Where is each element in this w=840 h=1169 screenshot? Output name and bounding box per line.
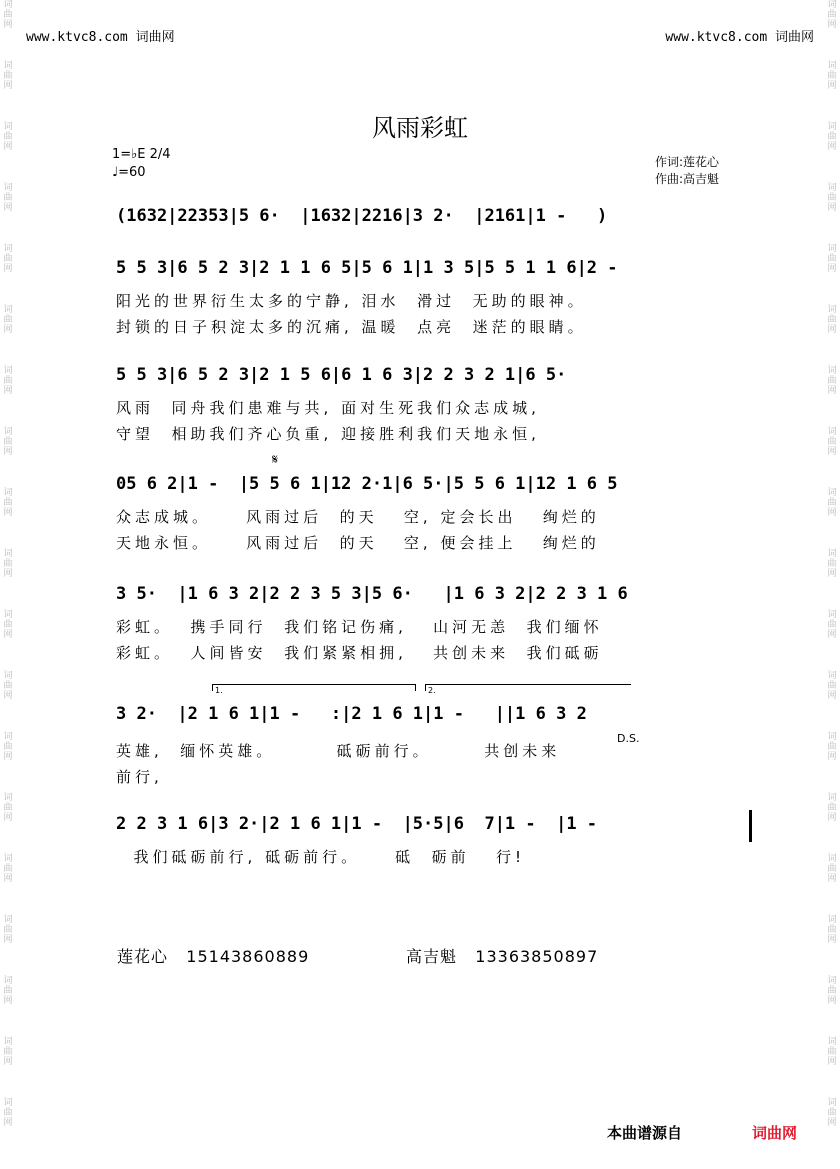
lyric-verse-2: 封锁的日子积淀太多的沉痛, 温暖 点亮 迷茫的眼睛。 — [116, 318, 587, 336]
watermark-text: 词 曲 网 — [3, 549, 13, 579]
watermark-text: 词 曲 网 — [827, 0, 837, 30]
lyric-verse-2: 守望 相助我们齐心负重, 迎接胜利我们天地永恒, — [116, 425, 540, 443]
key-signature — [112, 146, 171, 182]
volta-2-label: 2. — [428, 686, 436, 695]
lyric-verse-1: 阳光的世界衍生太多的宁静, 泪水 滑过 无助的眼神。 — [116, 292, 587, 310]
lyric-verse-2: 前行, — [116, 768, 163, 786]
watermark-text: 词 曲 网 — [827, 793, 837, 823]
contact-phone: 13363850897 — [475, 947, 599, 966]
watermark-text: 词 曲 网 — [827, 183, 837, 213]
left-watermark-strip — [2, 0, 14, 1169]
lyric-verse-1: 风雨 同舟我们患难与共, 面对生死我们众志成城, — [116, 399, 540, 417]
contact-name: 莲花心 — [117, 947, 169, 966]
right-watermark-strip — [826, 0, 838, 1169]
watermark-text: 词 曲 网 — [827, 854, 837, 884]
watermark-text: 词 曲 网 — [3, 488, 13, 518]
footer-source-label: 本曲谱源自 — [607, 1124, 683, 1142]
volta-1-label: 1. — [215, 686, 223, 695]
score-line-6 — [112, 810, 762, 870]
watermark-text: 词 曲 网 — [3, 427, 13, 457]
watermark-text: 词 曲 网 — [827, 427, 837, 457]
key-label: 1=♭E — [112, 147, 146, 162]
contact-lyricist — [117, 944, 309, 967]
lyric-verse-1: 彩虹。 携手同行 我们铭记伤痛, 山河无恙 我们缅怀 — [116, 618, 603, 636]
watermark-text: 词 曲 网 — [827, 1098, 837, 1128]
watermark-text: 词 曲 网 — [827, 488, 837, 518]
volta-1-bracket — [212, 684, 416, 695]
lyric-verse-2: 彩虹。 人间皆安 我们紧紧相拥, 共创未来 我们砥砺 — [116, 644, 603, 662]
lyric-verse-1: 英雄, 缅怀英雄。 砥砺前行。 共创未来 — [116, 742, 561, 760]
notes-row: 05 6 2|1 - |5 5 6 1|12 2·1|6 5·|5 5 6 1|12 1 6 5 — [116, 474, 618, 494]
header-site-left[interactable]: www.ktvc8.com 词曲网 — [26, 30, 175, 45]
watermark-text: 词 曲 网 — [827, 549, 837, 579]
watermark-text: 词 曲 网 — [827, 1037, 837, 1067]
header-site-right[interactable]: www.ktvc8.com 词曲网 — [665, 30, 814, 45]
time-signature: 2/4 — [149, 147, 171, 162]
score-line-2 — [112, 361, 762, 447]
watermark-text: 词 曲 网 — [3, 976, 13, 1006]
watermark-text: 词 曲 网 — [827, 732, 837, 762]
contact-composer — [406, 944, 598, 967]
score-line-1 — [112, 254, 762, 340]
watermark-text: 词 曲 网 — [3, 366, 13, 396]
score-line-4 — [112, 580, 762, 666]
lyric-verse-1: 我们砥砺前行, 砥砺前行。 砥 砺前 行! — [116, 848, 525, 866]
notes-row: (1632|22353|5 6· |1632|2216|3 2· |2161|1 - ) — [116, 206, 608, 226]
contact-phone: 15143860889 — [186, 947, 310, 966]
watermark-text: 词 曲 网 — [3, 305, 13, 335]
volta-2-bracket — [425, 684, 631, 695]
final-barline — [749, 810, 752, 842]
song-title: 风雨彩虹 — [372, 114, 468, 142]
watermark-text: 词 曲 网 — [3, 732, 13, 762]
notes-row: 2 2 3 1 6|3 2·|2 1 6 1|1 - |5·5|6 7|1 - |1 - — [116, 814, 598, 834]
lyric-verse-1: 众志成城。 风雨过后 的天 空, 定会长出 绚烂的 — [116, 508, 600, 526]
composer-credit: 作曲:高吉魁 — [655, 172, 720, 186]
watermark-text: 词 曲 网 — [3, 610, 13, 640]
watermark-text: 词 曲 网 — [827, 976, 837, 1006]
notes-row: 5 5 3|6 5 2 3|2 1 5 6|6 1 6 3|2 2 3 2 1|6 5· — [116, 365, 567, 385]
dal-segno-mark: D.S. — [617, 732, 640, 745]
watermark-text: 词 曲 网 — [3, 1037, 13, 1067]
watermark-text: 词 曲 网 — [827, 122, 837, 152]
lyric-verse-2: 天地永恒。 风雨过后 的天 空, 便会挂上 绚烂的 — [116, 534, 600, 552]
notes-row: 3 2· |2 1 6 1|1 - :|2 1 6 1|1 - ||1 6 3 2 — [116, 704, 587, 724]
watermark-text: 词 曲 网 — [827, 61, 837, 91]
watermark-text: 词 曲 网 — [3, 854, 13, 884]
tempo-marking: ♩=60 — [112, 165, 146, 180]
watermark-text: 词 曲 网 — [3, 183, 13, 213]
contact-name: 高吉魁 — [406, 947, 458, 966]
score-line-intro — [112, 202, 762, 236]
watermark-text: 词 曲 网 — [827, 915, 837, 945]
score-line-5 — [112, 700, 762, 790]
watermark-text: 词 曲 网 — [3, 671, 13, 701]
watermark-text: 词 曲 网 — [3, 793, 13, 823]
watermark-text: 词 曲 网 — [3, 0, 13, 30]
watermark-text: 词 曲 网 — [3, 61, 13, 91]
watermark-text: 词 曲 网 — [827, 244, 837, 274]
watermark-text: 词 曲 网 — [3, 1098, 13, 1128]
watermark-text: 词 曲 网 — [3, 122, 13, 152]
watermark-text: 词 曲 网 — [827, 305, 837, 335]
watermark-text: 词 曲 网 — [3, 915, 13, 945]
notes-row: 3 5· |1 6 3 2|2 2 3 5 3|5 6· |1 6 3 2|2 2 3 1 6 — [116, 584, 628, 604]
notes-row: 5 5 3|6 5 2 3|2 1 1 6 5|5 6 1|1 3 5|5 5 1 1 6|2 - — [116, 258, 618, 278]
watermark-text: 词 曲 网 — [3, 244, 13, 274]
footer-site-link[interactable]: 词曲网 — [752, 1124, 798, 1142]
watermark-text: 词 曲 网 — [827, 366, 837, 396]
lyricist-credit: 作词:莲花心 — [655, 155, 720, 169]
score-line-3 — [112, 470, 762, 556]
segno-mark: 𝄋 — [272, 452, 279, 468]
watermark-text: 词 曲 网 — [827, 610, 837, 640]
watermark-text: 词 曲 网 — [827, 671, 837, 701]
